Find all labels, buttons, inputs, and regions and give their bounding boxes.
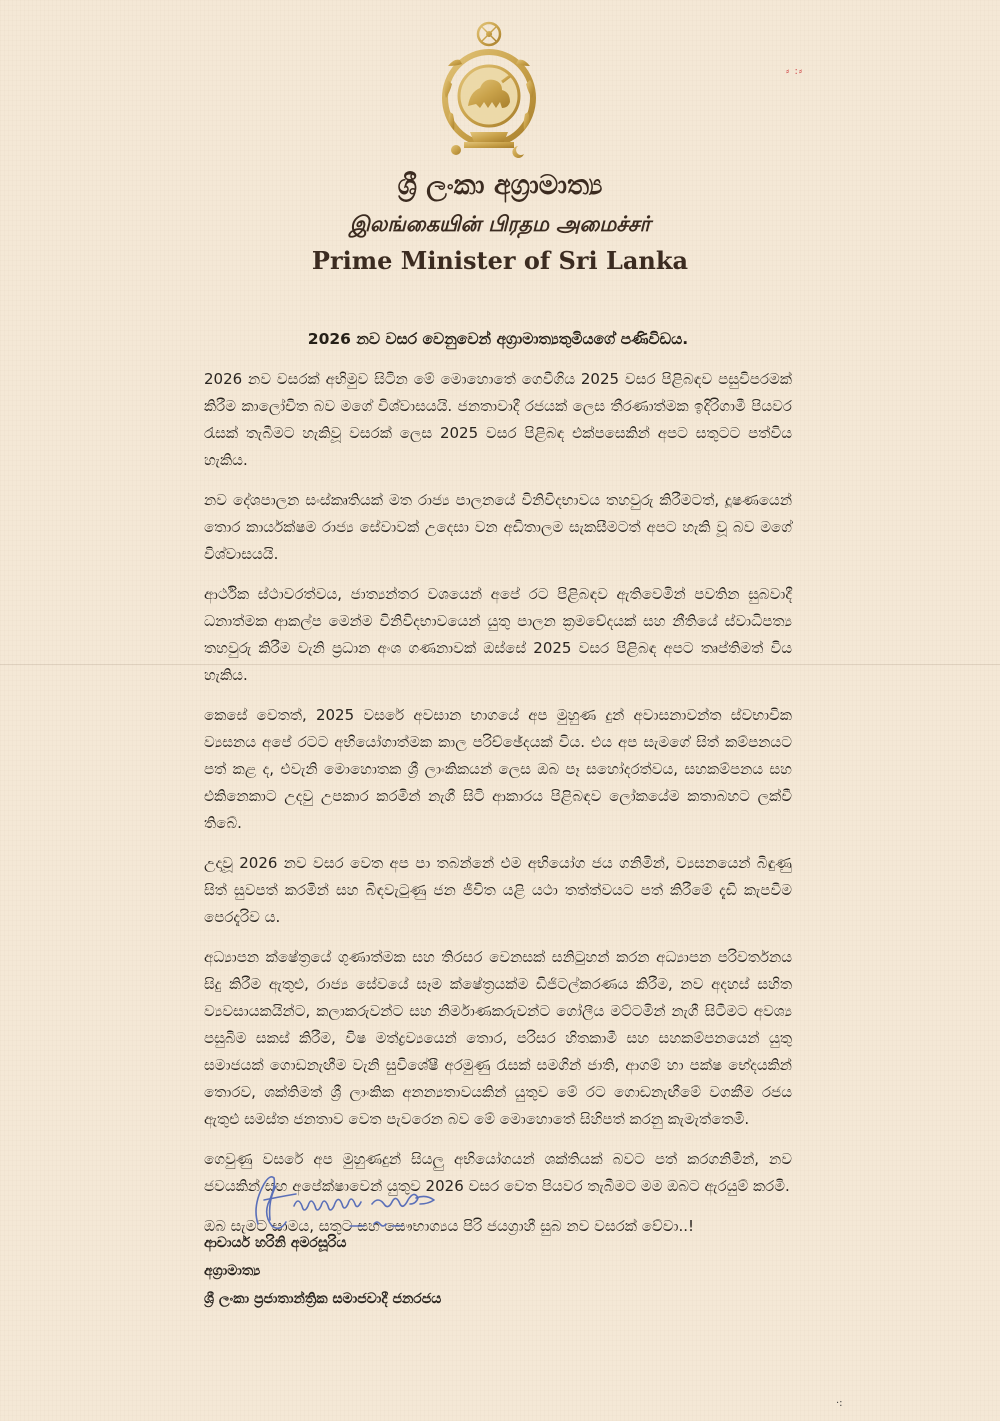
letter-paragraph-6: අධ්‍යාපන ක්ෂේත්‍රයේ ගුණාත්මක සහ තිරසර වෙනසක් සනිටුහන් කරන අධ්‍යාපන පරිවර්තනය සිදු කිරීම ඇතුළු, රාජ්‍ය සේවයේ සෑම ක්ෂේත්‍රයක්ම ඩිජිටල්කරණය කිරීම, නව අදහස් සහිත ව්‍යවසායකයින්ට, කලාකරුවන්ට සහ නිර්මාණකරුවන්ට ගෝලීය මට්ටමින් නැගී සිටීමට අවශ්‍ය පසුබිම සකස් කිරීම, විෂ මත්ද්‍රව්‍යයෙන් තොර, පරිසර හිතකාමී සහ සහකම්පනයෙන් යුතු සමාජයක් ගොඩනැඟීම වැනි සුවිශේෂී අරමුණු රැසක් සමගින් ජාති, ආගම් හා පක්ෂ භේදයකින් තොරව, ශක්තිමත් ශ්‍රී ලාංකික අනන්‍යතාවයකින් යුතුව මේ රට ගොඩනැඟීමේ වගකීම රජය ඇතුළු සමස්ත ජනතාව වෙත පැවරෙන බව මේ මොහොතේ සිහිපත් කරනු කැමැත්තෙමි.	[204, 948, 792, 1128]
letter-paragraph-2: නව දේශපාලන සංස්කෘතියක් මත රාජ්‍ය පාලනයේ විනිවිදභාවය තහවුරු කිරීමටත්, දූෂණයෙන් තොර කාර්යක්ෂම රාජ්‍ය සේවාවක් උදෙසා වන අඩිතාලම සැකසීමටත් අපට හැකි වූ බව මගේ විශ්වාසයයි.	[204, 491, 792, 563]
handwritten-signature	[246, 1166, 466, 1236]
letterhead-title-sinhala: ශ්‍රී ලංකා අග්‍රාමාත්‍ය	[397, 170, 603, 201]
letter-paragraph-3: ආර්ථික ස්ථාවරත්වය, ජාත්‍යන්තර වශයෙන් අපේ රට පිළිබඳව ඇතිවෙමින් පවතින සුබවාදී ධනාත්මක ආකල්ප මෙන්ම විනිවිදභාවයෙන් යුතු පාලන ක්‍රමවේදයක් සහ නීතියේ ස්වාධිපත්‍ය තහවුරු කිරීම වැනි ප්‍රධාන අංශ ගණනාවක් ඔස්සේ 2025 වසර පිළිබඳ අපට තෘප්තිමත් විය හැකිය.	[204, 585, 792, 684]
red-pencil-mark: ⸗ :⸗	[786, 66, 804, 77]
corner-ink-mark: ·:	[836, 1398, 843, 1409]
letter-paragraph-5: උදාවූ 2026 නව වසර වෙත අප පා තබන්නේ එම අභියෝග ජය ගනිමින්, ව්‍යසනයෙන් බිඳුණු සිත් සුවපත් කරමින් සහ බිඳවැටුණු ජන ජීවිත යළි යථා තත්ත්වයට පත් කිරීමේ දැඩි කැපවීම පෙරදැරිව ය.	[204, 854, 792, 926]
signatory-name: ආචාර්ය හරිනි අමරසූරිය	[204, 1235, 347, 1251]
signatory-title: අග්‍රාමාත්‍ය	[204, 1263, 261, 1279]
letter-body	[204, 328, 792, 1240]
letter-paragraph-7: ගෙවුණු වසරේ අප මුහුණදුන් සියලු අභියෝගයන් ශක්තියක් බවට පත් කරගනිමින්, නව ජවයකින් සහ අපේක්ෂාවෙන් යුතුව 2026 වසර වෙත පියවර තැබීමට මම ඔබට ඇරයුම් කරමි.	[204, 1150, 792, 1195]
letter-closing-wish: ඔබ සැමට සාමය, සතුට සහ සෞභාග්‍යය පිරි ජයග්‍රාහී සුබ නව වසරක් වේවා..!	[204, 1217, 695, 1235]
letterhead-title-tamil: இலங்கையின் பிரதம அமைச்சர்	[349, 212, 651, 236]
letter-paragraph-4: කෙසේ වෙතත්, 2025 වසරේ අවසාන භාගයේ අප මුහුණ දුන් අවාසනාවන්ත ස්වභාවික ව්‍යසනය අපේ රටට අභියෝගාත්මක කාල පරිච්ඡේදයක් විය. එය අප සැමගේ සිත් කම්පනයට පත් කළ ද, එවැනි මොහොතක ශ්‍රී ලාංකිකයන් ලෙස ඔබ පෑ සහෝදරත්වය, සහකම්පනය සහ එකිනෙකාට උදවු උපකාර කරමින් නැගී සිටි ආකාරය පිළිබඳව ලෝකයේම කතාබහට ලක්වී තිබේ.	[204, 706, 792, 832]
signatory-country: ශ්‍රී ලංකා ප්‍රජාතාන්ත්‍රික සමාජවාදී ජනරජය	[204, 1291, 442, 1307]
national-emblem-icon	[434, 20, 544, 160]
letter-subject: 2026 නව වසර වෙනුවෙන් අග්‍රාමාත්‍යතුමියගේ පණිවිඩය.	[307, 330, 689, 348]
letter-paragraph-1: 2026 නව වසරක් අභිමුව සිටින මේ මොහොතේ ගෙවීගිය 2025 වසර පිළිබඳව පසුවිපරමක් කිරීම කාලෝචිත බව මගේ විශ්වාසයයි. ජනතාවාදී රජයක් ලෙස තීරණාත්මක ඉදිරිගාමී පියවර රැසක් තැබීමට හැකිවූ වසරක් ලෙස 2025 වසර පිළිබඳ එක්පසෙකින් අපට සතුටට පත්විය හැකිය.	[204, 370, 792, 469]
letterhead-title-english: Prime Minister of Sri Lanka	[311, 246, 689, 275]
signature-block	[204, 1229, 624, 1313]
